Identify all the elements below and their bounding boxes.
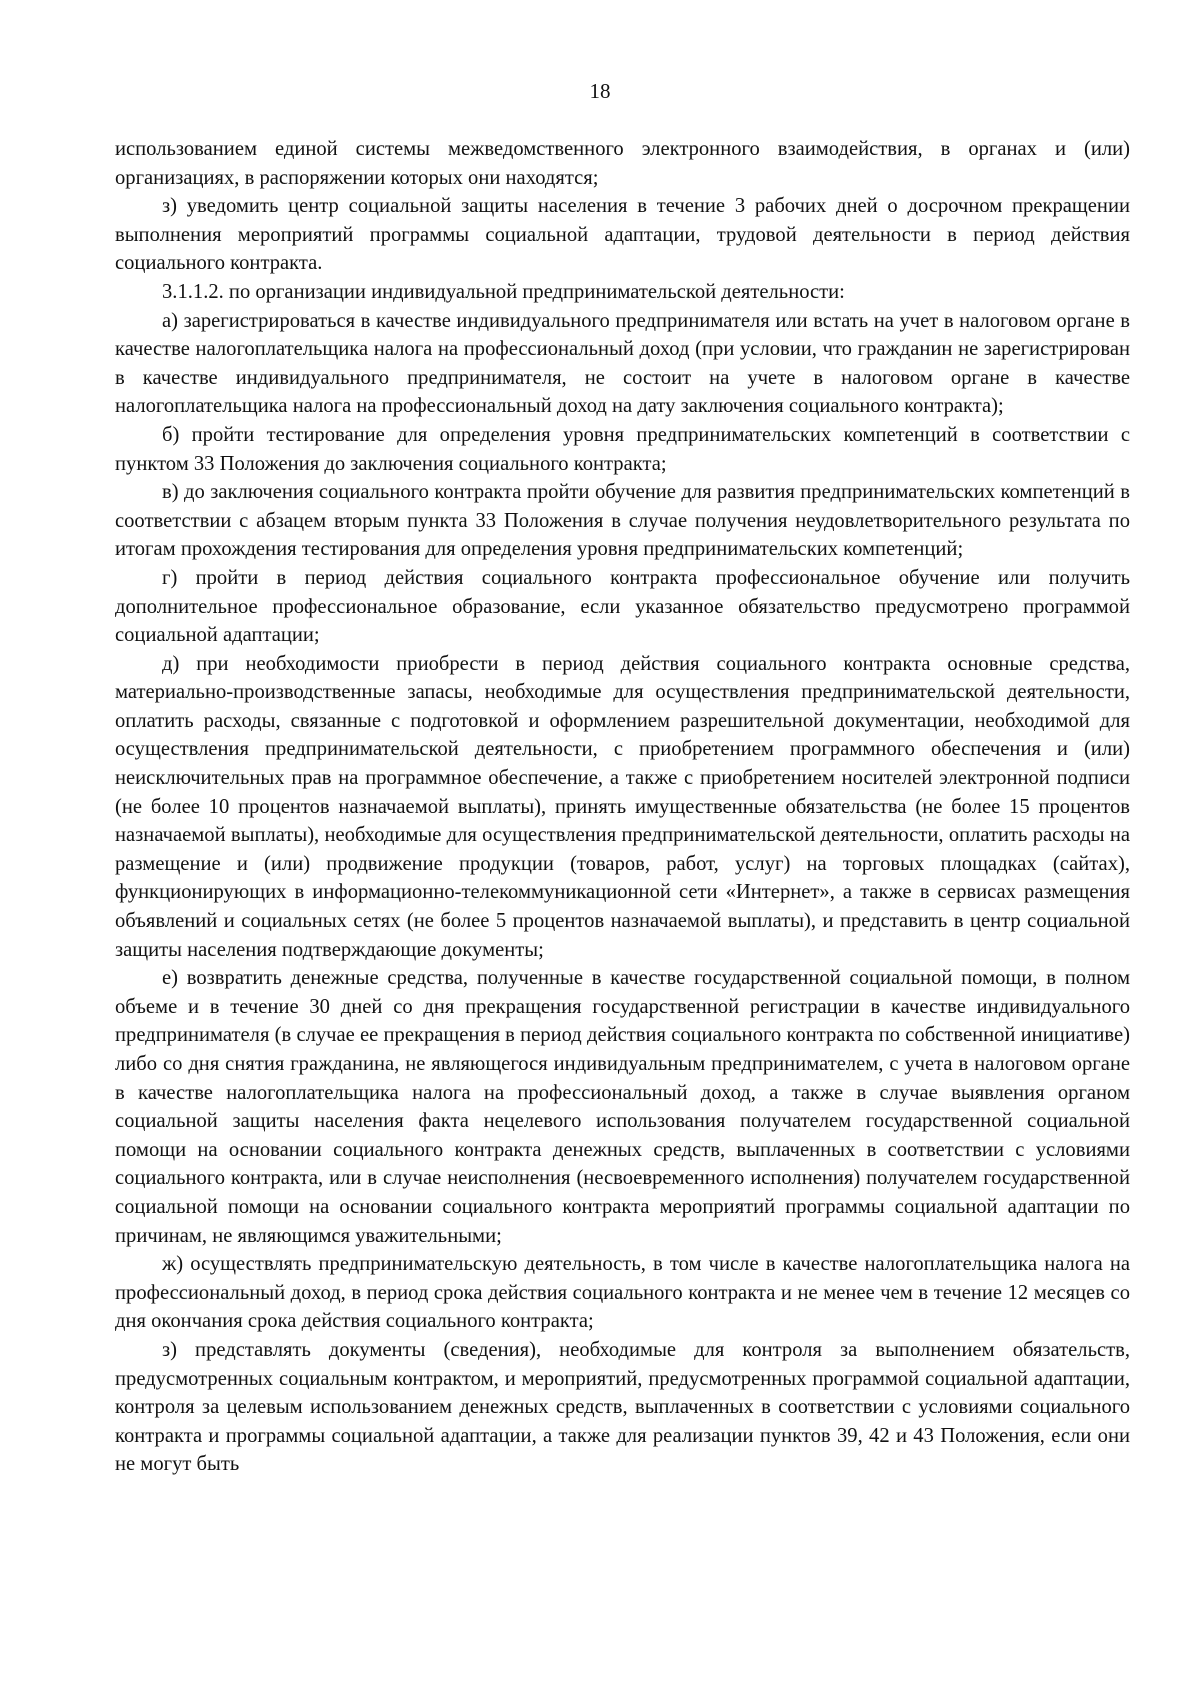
paragraph-item-e: е) возвратить денежные средства, полученные в качестве государственной социальной помощи, в полном объеме и в течение 30 дней со дня прекращения государственной регистрации в качестве индивидуального предпринимателя (в случае ее прекращения в период действия социального контракта по собственной инициативе) либо со дня снятия гражданина, не являющегося индивидуальным предпринимателем, с учета в налоговом органе в качестве налогоплательщика налога на профессиональный доход, а также в случае выявления органом социальной защиты населения факта нецелевого использования получателем государственной социальной помощи на основании социального контракта денежных средств, выплаченных в соответствии с условиями социального контракта, или в случае неисполнения (несвоевременного исполнения) получателем государственной социальной помощи на основании социального контракта мероприятий программы социальной адаптации по причинам, не являющимся уважительными;	[115, 967, 1130, 1247]
paragraph-item-d: д) при необходимости приобрести в период действия социального контракта основные средства, материально-производственные запасы, необходимые для осуществления предпринимательской деятельности, оплатить расходы, связанные с подготовкой и оформлением разрешительной документации, необходимой для осуществления предпринимательской деятельности, с приобретением программного обеспечения и (или) неисключительных прав на программное обеспечение, а также с приобретением носителей электронной подписи (не более 10 процентов назначаемой выплаты), принять имущественные обязательства (не более 15 процентов назначаемой выплаты), необходимые для осуществления предпринимательской деятельности, оплатить расходы на размещение и (или) продвижение продукции (товаров, работ, услуг) на торговых площадках (сайтах), функционирующих в информационно-телекоммуникационной сети «Интернет», а также в сервисах размещения объявлений и социальных сетях (не более 5 процентов назначаемой выплаты), и представить в центр социальной защиты населения подтверждающие документы;	[115, 652, 1130, 961]
paragraph-item-v: в) до заключения социального контракта пройти обучение для развития предпринимательских компетенций в соответствии с абзацем вторым пункта 33 Положения в случае получения неудовлетворительного результата по итогам прохождения тестирования для определения уровня предпринимательских компетенций;	[115, 481, 1130, 561]
paragraph-item-z-documents: з) представлять документы (сведения), необходимые для контроля за выполнением обязательств, предусмотренных социальным контрактом, и мероприятий, предусмотренных программой социальной адаптации, контроля за целевым использованием денежных средств, выплаченных в соответствии с условиями социального контракта и программы социальной адаптации, а также для реализации пунктов 39, 42 и 43 Положения, если они не могут быть	[115, 1338, 1130, 1476]
paragraph-item-g: г) пройти в период действия социального контракта профессиональное обучение или получить дополнительное профессиональное образование, если указанное обязательство предусмотрено программой социальной адаптации;	[115, 566, 1130, 647]
paragraph-item-a: а) зарегистрироваться в качестве индивидуального предпринимателя или встать на учет в налоговом органе в качестве налогоплательщика налога на профессиональный доход (при условии, что гражданин не зарегистрирован в качестве индивидуального предпринимателя, не состоит на учете в налоговом органе в качестве налогоплательщика налога на профессиональный доход на дату заключения социального контракта);	[115, 309, 1130, 418]
paragraph-item-z-notify: з) уведомить центр социальной защиты населения в течение 3 рабочих дней о досрочном прекращении выполнения мероприятий программы социальной адаптации, трудовой деятельности в период действия социального контракта.	[115, 195, 1130, 275]
page-number: 18	[589, 79, 611, 103]
paragraph-item-b: б) пройти тестирование для определения уровня предпринимательских компетенций в соответствии с пунктом 33 Положения до заключения социального контракта;	[115, 423, 1130, 475]
section-heading-3-1-1-2: 3.1.1.2. по организации индивидуальной предпринимательской деятельности:	[162, 280, 845, 303]
paragraph-item-zh: ж) осуществлять предпринимательскую деятельность, в том числе в качестве налогоплательщика налога на профессиональный доход, в период срока действия социального контракта и не менее чем в течение 12 месяцев со дня окончания срока действия социального контракта;	[115, 1253, 1130, 1333]
paragraph-continuation: использованием единой системы межведомственного электронного взаимодействия, в органах и (или) организациях, в распоряжении которых они находятся;	[115, 138, 1130, 189]
document-body	[115, 135, 1130, 1479]
